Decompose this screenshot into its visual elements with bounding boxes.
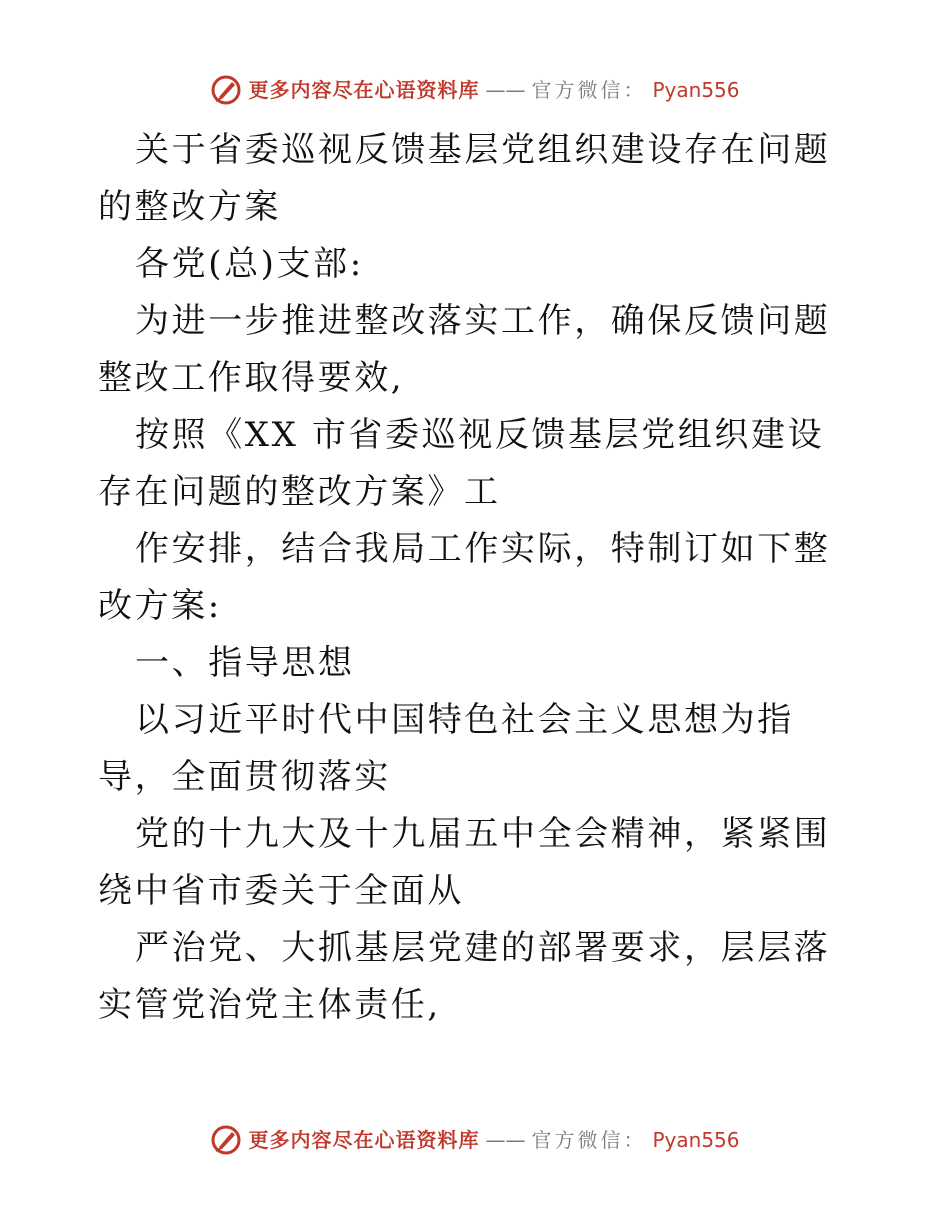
paragraph: 严治党、大抓基层党建的部署要求，层层落实管党治党主体责任, bbox=[98, 928, 831, 1025]
header-watermark bbox=[0, 70, 950, 110]
paragraph: 党的十九大及十九届五中全会精神，紧紧围绕中省市委关于全面从 bbox=[98, 814, 831, 911]
paragraph: 为进一步推进整改落实工作，确保反馈问题整改工作取得要效, bbox=[98, 301, 831, 398]
document-body bbox=[0, 122, 950, 1034]
watermark-separator: —— bbox=[485, 78, 526, 102]
section-heading: 一、指导思想 bbox=[135, 643, 355, 683]
quill-seal-icon bbox=[210, 1124, 242, 1156]
watermark-separator: —— bbox=[485, 1128, 526, 1152]
watermark-wechat-id: Pyan556 bbox=[652, 1128, 740, 1152]
watermark-brand: 更多内容尽在心语资料库 bbox=[248, 1128, 480, 1152]
footer-watermark bbox=[0, 1120, 950, 1160]
paragraph: 以习近平时代中国特色社会主义思想为指导，全面贯彻落实 bbox=[98, 700, 794, 797]
watermark-wechat-id: Pyan556 bbox=[652, 78, 740, 102]
paragraph: 按照《XX 市省委巡视反馈基层党组织建设存在问题的整改方案》工 bbox=[98, 415, 825, 512]
document-title: 关于省委巡视反馈基层党组织建设存在问题的整改方案 bbox=[98, 130, 831, 227]
quill-seal-icon bbox=[210, 74, 242, 106]
watermark-wechat-label: 官方微信： bbox=[531, 1128, 647, 1152]
watermark-wechat-label: 官方微信： bbox=[531, 78, 647, 102]
watermark-brand: 更多内容尽在心语资料库 bbox=[248, 78, 480, 102]
paragraph: 作安排，结合我局工作实际，特制订如下整改方案: bbox=[98, 529, 831, 626]
salutation: 各党(总)支部: bbox=[135, 244, 364, 284]
